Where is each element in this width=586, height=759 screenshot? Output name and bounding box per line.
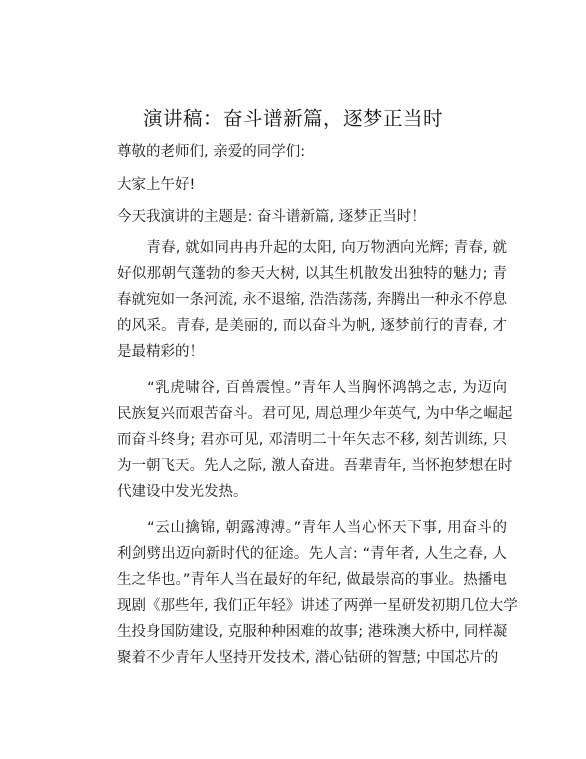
paragraph-line: 聚着不少青年人坚持开发技术, 潜心钻研的智慧; 中国芯片的	[117, 650, 499, 666]
paragraph-line: “乳虎啸谷, 百兽震惶。”青年人当胸怀鸿鹄之志, 为迈向	[117, 380, 507, 396]
paragraph-line: 的风采。青春, 是美丽的, 而以奋斗为帆, 逐梦前行的青春, 才	[117, 318, 507, 334]
paragraph-line: 为一朝飞天。先人之际, 激人奋进。吾辈青年, 当怀抱梦想在时	[117, 458, 513, 474]
paragraph-line: 现剧《那些年, 我们正年轻》讲述了两弹一星研发初期几位大学	[117, 598, 518, 614]
paragraph-line: 利剑劈出迈向新时代的征途。先人言: “青年者, 人生之春, 人	[117, 546, 507, 562]
paragraph-line: “云山擒锦, 朝露溥溥。”青年人当心怀天下事, 用奋斗的	[117, 520, 507, 536]
salutation: 尊敬的老师们, 亲爱的同学们:	[117, 144, 306, 160]
document-title: 演讲稿：奋斗谱新篇，逐梦正当时	[142, 107, 443, 130]
paragraph-line: 而奋斗终身; 君亦可见, 邓清明二十年矢志不移, 刻苦训练, 只	[117, 432, 507, 448]
paragraph-line: 民族复兴而艰苦奋斗。君可见, 周总理少年英气, 为中华之崛起	[117, 406, 513, 422]
paragraph-line: 是最精彩的！	[117, 344, 204, 360]
paragraph-line: 好似那朝气蓬勃的参天大树, 以其生机散发出独特的魅力; 青	[117, 266, 507, 282]
paragraph-line: 生投身国防建设, 克服种种困难的故事; 港珠澳大桥中, 同样凝	[117, 624, 508, 640]
paragraph-line: 生之华也。”青年人当在最好的年纪, 做最崇高的事业。热播电	[117, 572, 507, 588]
greeting: 大家上午好!	[117, 177, 196, 193]
paragraph-line: 青春, 就如同冉冉升起的太阳, 向万物洒向光辉; 青春, 就	[117, 240, 507, 256]
topic-line: 今天我演讲的主题是: 奋斗谱新篇, 逐梦正当时！	[117, 209, 426, 225]
paragraph-line: 春就宛如一条河流, 永不退缩, 浩浩荡荡, 奔腾出一种永不停息	[117, 292, 508, 308]
paragraph-line: 代建设中发光发热。	[117, 484, 248, 500]
